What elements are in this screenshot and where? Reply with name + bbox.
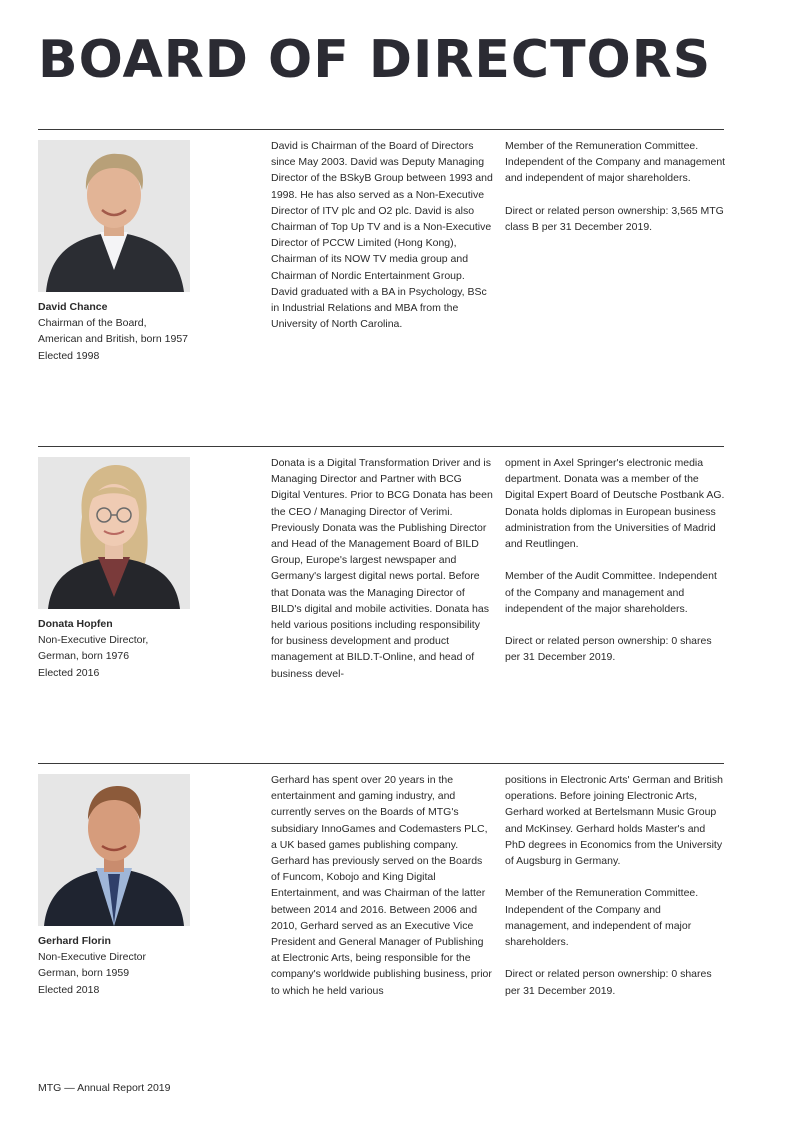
bio-text-continued: opment in Axel Springer's electronic media department. Donata was a member of the Digital Expert Board of Deutsche Postbank AG. Donata holds diplomas in European business administration from the Universities of Madrid and Reutlingen. (505, 457, 725, 551)
director-name: David Chance (38, 301, 108, 313)
director-nationality: German, born 1976 (38, 650, 130, 663)
bio-column-1 (271, 772, 493, 999)
ownership-text: Direct or related person ownership: 0 shares per 31 December 2019. (505, 635, 712, 664)
bio-column-2 (505, 138, 727, 235)
bio-column-2 (505, 455, 727, 666)
page-title: BOARD OF DIRECTORS (38, 30, 712, 90)
director-elected: Elected 2018 (38, 983, 100, 996)
director-elected: Elected 2016 (38, 666, 100, 679)
bio-text-continued: positions in Electronic Arts' German and British operations. Before joining Electronic Arts, Gerhard worked at Bertelsmann Music Group and McKinsey. Gerhard holds Master's and PhD degrees in Economics from the University of Augsburg in Germany. (505, 774, 723, 868)
bio-column-1 (271, 455, 493, 682)
director-meta (38, 933, 263, 998)
portrait-photo-icon (38, 140, 190, 292)
director-donata-hopfen (38, 446, 724, 747)
director-role: Non-Executive Director, (38, 634, 149, 647)
ownership-text: Direct or related person ownership: 3,565 MTG class B per 31 December 2019. (505, 204, 724, 233)
director-meta (38, 616, 263, 681)
director-role: Non-Executive Director (38, 951, 146, 964)
bio-text: David is Chairman of the Board of Directors since May 2003. David was Deputy Managing Director of the BSkyB Group between 1993 and 1998. He has also served as a Non-Executive Director of ITV plc and O2 plc. David is also Chairman of Top Up TV and is a Non-Executive Director of PCCW Limited (Hong Kong), Chairman of its NOW TV media group and Chairman of Nordic Entertainment Group. David graduated with a BA in Psychology, BSc in Industrial Relations and MBA from the University of North Carolina. (271, 140, 493, 331)
director-name: Donata Hopfen (38, 618, 113, 630)
portrait-photo-icon (38, 457, 190, 609)
director-david-chance (38, 129, 724, 430)
bio-text: Gerhard has spent over 20 years in the entertainment and gaming industry, and currently serves on the Boards of MTG's subsidiary InnoGames and Codemasters PLC, a UK based games publishing company. Gerhard has previously served on the Boards of Funcom, Kobojo and King Digital Entertainment, and was Chairman of the latter between 2014 and 2016. Between 2006 and 2010, Gerhard served as an Executive Vice President and General Manager of Publishing at Electronic Arts, being responsible for the company's worldwide publishing business, prior to which he held various (271, 774, 492, 997)
director-role: Chairman of the Board, (38, 317, 147, 330)
bio-column-1 (271, 138, 493, 332)
director-elected: Elected 1998 (38, 349, 100, 362)
director-gerhard-florin (38, 763, 724, 1064)
bio-text: Donata is a Digital Transformation Driver and is Managing Director and Partner with BCG Digital Ventures. Prior to BCG Donata has been the CEO / Managing Director of Verimi. Previously Donata was the Publishing Director and Head of the Management Board of BILD Group, Europe's largest newspaper and Germany's largest digital news portal. Before that Donata was the Managing Director of BILD's digital and mobile activities. Donata has held various positions including responsibility for business development and product management at BILD.T-Online, and head of business devel- (271, 457, 493, 680)
director-nationality: German, born 1959 (38, 967, 130, 980)
director-name: Gerhard Florin (38, 935, 111, 947)
bio-column-2 (505, 772, 727, 999)
committee-text: Member of the Remuneration Committee. Independent of the Company and management and independent of major shareholders. (505, 140, 726, 185)
committee-text: Member of the Audit Committee. Independent of the Company and management and independent of the major shareholders. (505, 570, 717, 615)
director-meta (38, 299, 263, 364)
director-nationality: American and British, born 1957 (38, 333, 188, 346)
portrait-photo-icon (38, 774, 190, 926)
committee-text: Member of the Remuneration Committee. Independent of the Company and management, and independent of major shareholders. (505, 887, 699, 949)
page-footer: MTG — Annual Report 2019 (38, 1082, 171, 1094)
ownership-text: Direct or related person ownership: 0 shares per 31 December 2019. (505, 968, 712, 997)
